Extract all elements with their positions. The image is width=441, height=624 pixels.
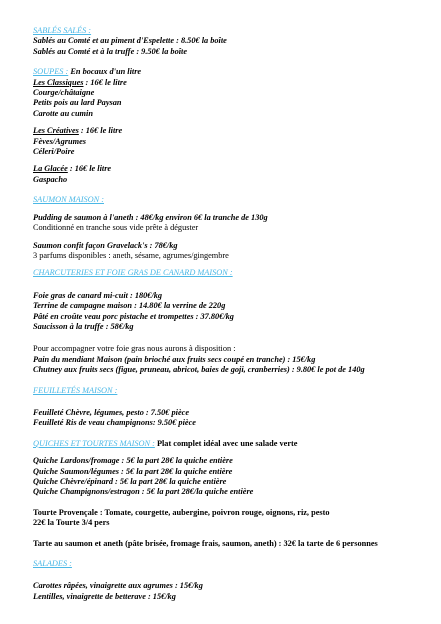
soupes-creatives-heading	[33, 126, 433, 136]
menu-item: Carottes râpées, vinaigrette aux agrumes : 15€/kg	[33, 581, 203, 591]
menu-item: Céleri/Poire	[33, 147, 75, 157]
menu-item: Chutney aux fruits secs (figue, pruneau, abricot, baies de goji, cranberries) : 9.80€ le pot de 140g	[33, 365, 365, 375]
menu-item: Fèves/Agrumes	[33, 136, 87, 146]
soupes-classiques-price: : 16€ le litre	[83, 77, 127, 87]
menu-item: Feuilleté Ris de veau champignons: 9.50€ pièce	[33, 418, 196, 428]
soupes-classiques-label: Les Classiques	[33, 77, 84, 87]
section-title-feuilletes: FEUILLETÉS MAISON :	[33, 385, 118, 395]
menu-item: Lentilles, vinaigrette de betterave : 15€/kg	[33, 591, 176, 601]
menu-item: Sablés au Comté et au piment d'Espelette : 8.50€ la boîte	[33, 36, 227, 46]
menu-item: Courge/châtaigne	[33, 88, 95, 98]
soupes-glacee-price: : 16€ le litre	[67, 164, 112, 174]
soupes-creatives-label: Les Créatives	[33, 126, 79, 136]
section-title-salades: SALADES :	[33, 559, 72, 569]
menu-item: Pain du mendiant Maison (pain brioché aux fruits secs coupé en tranche) : 15€/kg	[33, 354, 316, 364]
menu-item: Foie gras de canard mi-cuit : 180€/kg	[33, 290, 163, 300]
menu-item: Quiche Saumon/légumes : 5€ la part 28€ la quiche entière	[33, 466, 233, 476]
menu-item: Tourte Provençale : Tomate, courgette, aubergine, poivron rouge, oignons, riz, pesto	[33, 507, 330, 517]
soupes-header	[33, 67, 433, 77]
section-title-soupes: SOUPES :	[33, 67, 69, 77]
menu-item-note: 3 parfums disponibles : aneth, sésame, agrumes/gingembre	[33, 250, 229, 260]
soupes-creatives-price: : 16€ le litre	[78, 126, 123, 136]
menu-item: Gaspacho	[33, 174, 68, 184]
menu-item: Saucisson à la truffe : 58€/kg	[33, 321, 134, 331]
quiches-header	[33, 439, 433, 449]
soupes-glacee-label: La Glacée	[33, 164, 68, 174]
menu-item: Pudding de saumon à l'aneth : 48€/kg environ 6€ la tranche de 130g	[33, 212, 268, 222]
menu-page	[33, 26, 433, 602]
menu-item: Petits pois au lard Paysan	[33, 98, 122, 108]
section-title-sables: SABLÉS SALÉS :	[33, 26, 92, 35]
menu-item: 22€ la Tourte 3/4 pers	[33, 518, 110, 528]
section-title-saumon: SAUMON MAISON :	[33, 195, 104, 205]
menu-item: Tarte au saumon et aneth (pâte brisée, fromage frais, saumon, aneth) : 32€ la tarte de 6 personnes	[33, 538, 378, 548]
quiches-subtitle: Plat complet idéal avec une salade verte	[156, 438, 298, 448]
menu-item: Feuilleté Chèvre, légumes, pesto : 7.50€ pièce	[33, 407, 189, 417]
menu-item: Carotte au cumin	[33, 108, 93, 118]
soupes-subtitle: En bocaux d'un litre	[70, 67, 142, 77]
section-title-charcuteries: CHARCUTERIES ET FOIE GRAS DE CANARD MAISON :	[33, 268, 233, 278]
menu-item-note: Conditionné en tranche sous vide prête à déguster	[33, 223, 199, 233]
accompaniment-intro: Pour accompagner votre foie gras nous aurons à disposition :	[33, 344, 236, 354]
menu-item: Terrine de campagne maison : 14.80€ la verrine de 220g	[33, 301, 226, 311]
menu-item: Quiche Lardons/fromage : 5€ la part 28€ la quiche entière	[33, 456, 233, 466]
menu-item: Sablés au Comté et à la truffe : 9.50€ la boîte	[33, 46, 188, 56]
menu-item: Pâté en croûte veau porc pistache et trompettes : 37.80€/kg	[33, 311, 234, 321]
soupes-classiques-heading	[33, 78, 433, 88]
menu-item: Saumon confit façon Gravelack's : 78€/kg	[33, 240, 178, 250]
menu-item: Quiche Chèvre/épinard : 5€ la part 28€ la quiche entière	[33, 477, 227, 486]
section-title-quiches: QUICHES ET TOURTES MAISON :	[33, 438, 155, 448]
menu-item: Quiche Champignons/estragon : 5€ la part 28€/la quiche entière	[33, 487, 254, 497]
soupes-glacee-heading	[33, 164, 433, 174]
